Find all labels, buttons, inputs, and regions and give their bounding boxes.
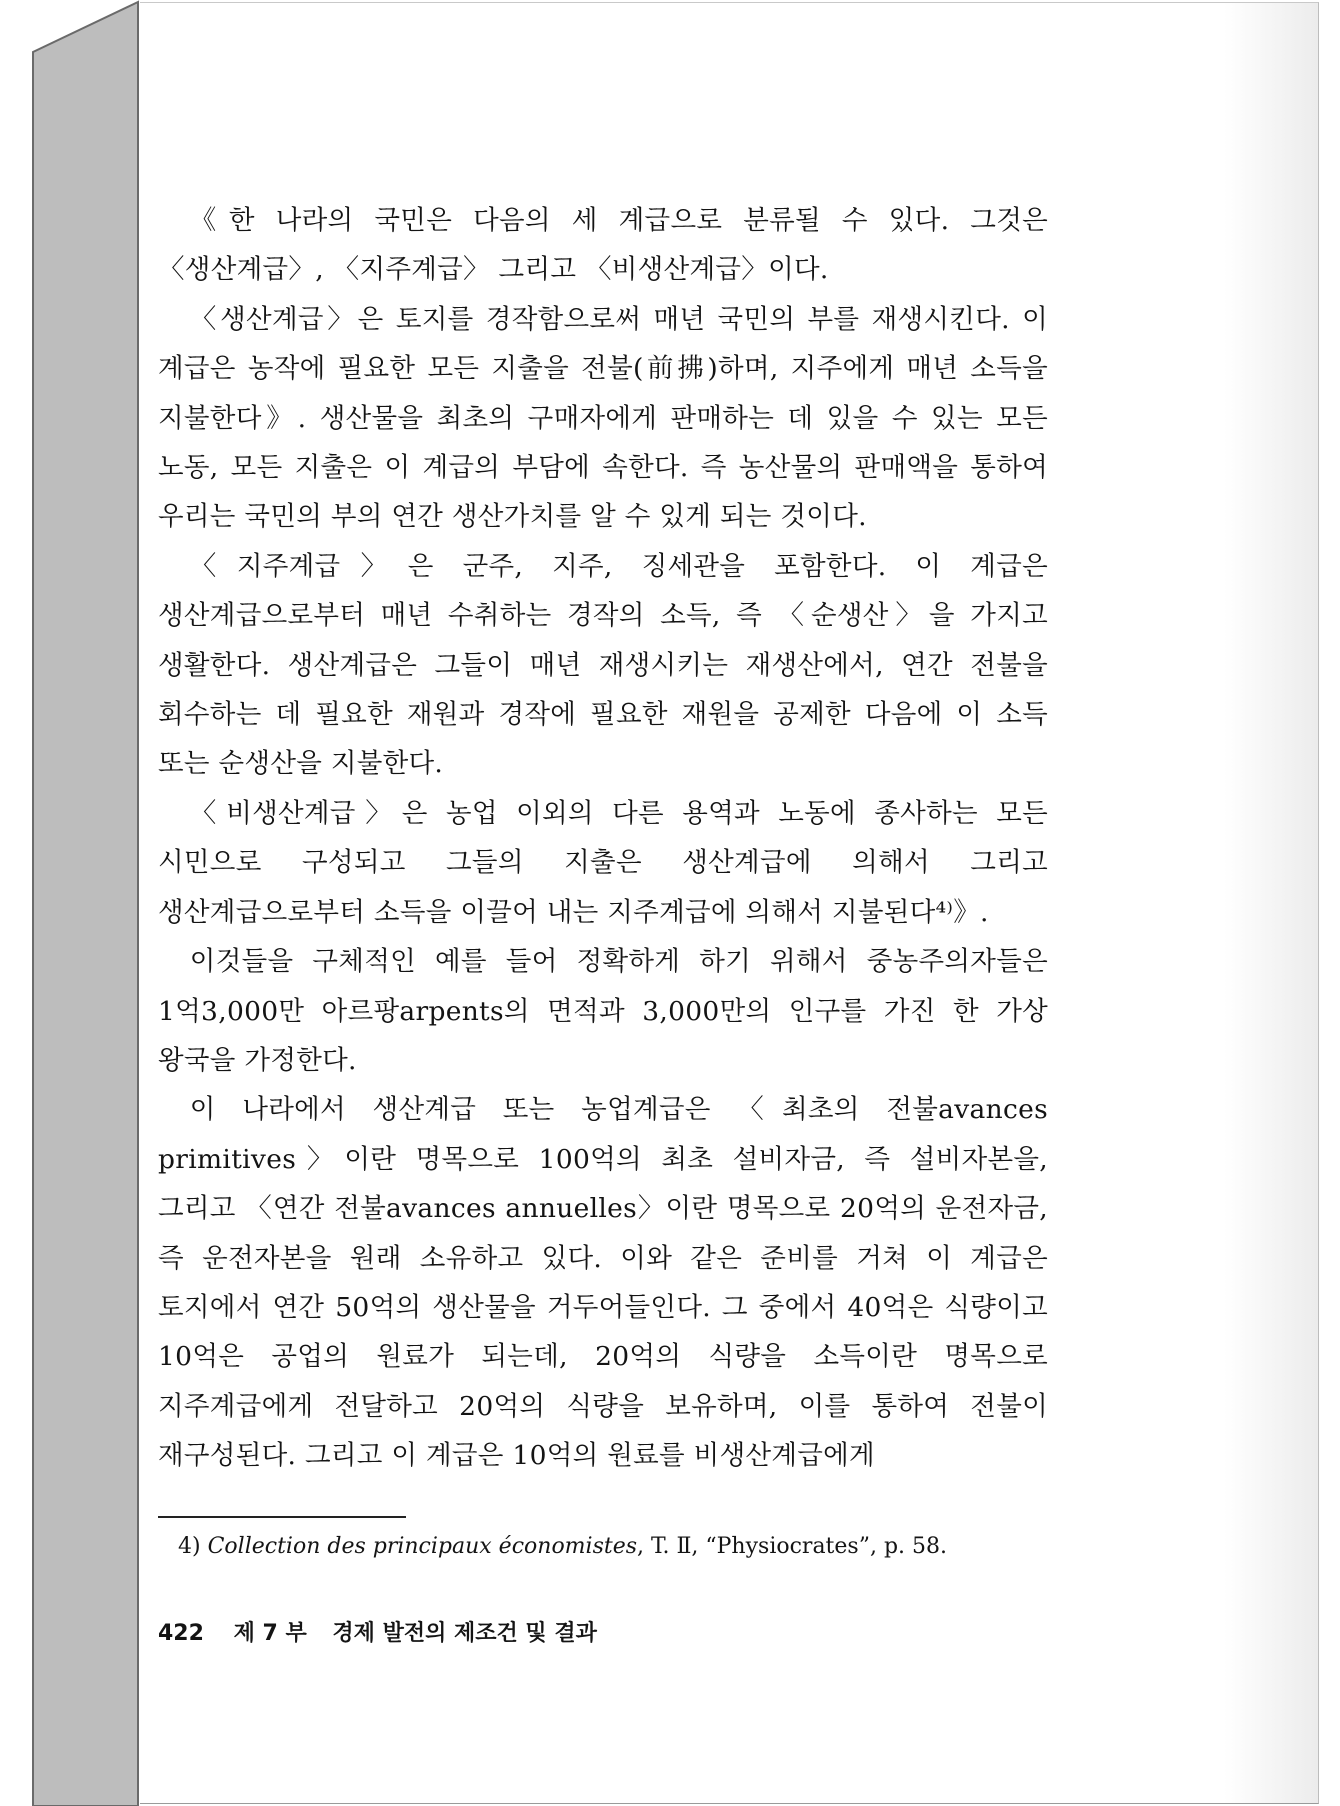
paragraph-1: 《한 나라의 국민은 다음의 세 계급으로 분류될 수 있다. 그것은 〈생산계급〉, 〈지주계급〉 그리고 〈비생산계급〉이다.	[158, 205, 1048, 286]
footnote-title: Collection des principaux économistes	[207, 1534, 638, 1559]
paragraph-2: 〈생산계급〉은 토지를 경작함으로써 매년 국민의 부를 재생시킨다. 이 계급은 농작에 필요한 모든 지출을 전불(前拂)하며, 지주에게 매년 소득을 지불한다》. 생산물을 최초의 구매자에게 판매하는 데 있을 수 있는 모든 노동, 모든 지출은 이 계급의 부담에 속한다. 즉 농산물의 판매액을 통하여 우리는 국민의 부의 연간 생산가치를 알 수 있게 되는 것이다.	[158, 303, 1048, 533]
paragraph-4: 〈비생산계급〉은 농업 이외의 다른 용역과 노동에 종사하는 모든 시민으로 구성되고 그들의 지출은 생산계급에 의해서 그리고 생산계급으로부터 소득을 이끌어 내는 지주계급에 의해서 지불된다⁴⁾》.	[158, 797, 1048, 928]
page-number: 422	[158, 1621, 204, 1646]
part-label: 제 7 부	[233, 1621, 307, 1646]
footnote	[178, 1530, 1058, 1564]
paragraph-5: 이것들을 구체적인 예를 들어 정확하게 하기 위해서 중농주의자들은 1억3,000만 아르팡arpents의 면적과 3,000만의 인구를 가진 한 가상 왕국을 가정한다.	[158, 946, 1048, 1076]
body-text	[158, 196, 1048, 1481]
book-spine	[0, 0, 145, 1806]
paragraph-3: 〈지주계급〉은 군주, 지주, 징세관을 포함한다. 이 계급은 생산계급으로부터 매년 수취하는 경작의 소득, 즉 〈순생산〉을 가지고 생활한다. 생산계급은 그들이 매년 재생시키는 재생산에서, 연간 전불을 회수하는 데 필요한 재원과 경작에 필요한 재원을 공제한 다음에 이 소득 또는 순생산을 지불한다.	[158, 550, 1048, 780]
footnote-rest: , T. Ⅱ, “Physiocrates”, p. 58.	[637, 1534, 947, 1559]
footnote-rule	[158, 1516, 406, 1518]
running-title: 경제 발전의 제조건 및 결과	[332, 1621, 597, 1646]
paragraph-6: 이 나라에서 생산계급 또는 농업계급은 〈최초의 전불avances primitives〉이란 명목으로 100억의 최초 설비자금, 즉 설비자본을, 그리고 〈연간 전불avances annuelles〉이란 명목으로 20억의 운전자금, 즉 운전자본을 원래 소유하고 있다. 이와 같은 준비를 거쳐 이 계급은 토지에서 연간 50억의 생산물을 거두어들인다. 그 중에서 40억은 식량이고 10억은 공업의 원료가 되는데, 20억의 식량을 소득이란 명목으로 지주계급에게 전달하고 20억의 식량을 보유하며, 이를 통하여 전불이 재구성된다. 그리고 이 계급은 10억의 원료를 비생산계급에게	[158, 1094, 1048, 1472]
footnote-number: 4)	[178, 1534, 201, 1559]
page-footer	[158, 1616, 619, 1647]
